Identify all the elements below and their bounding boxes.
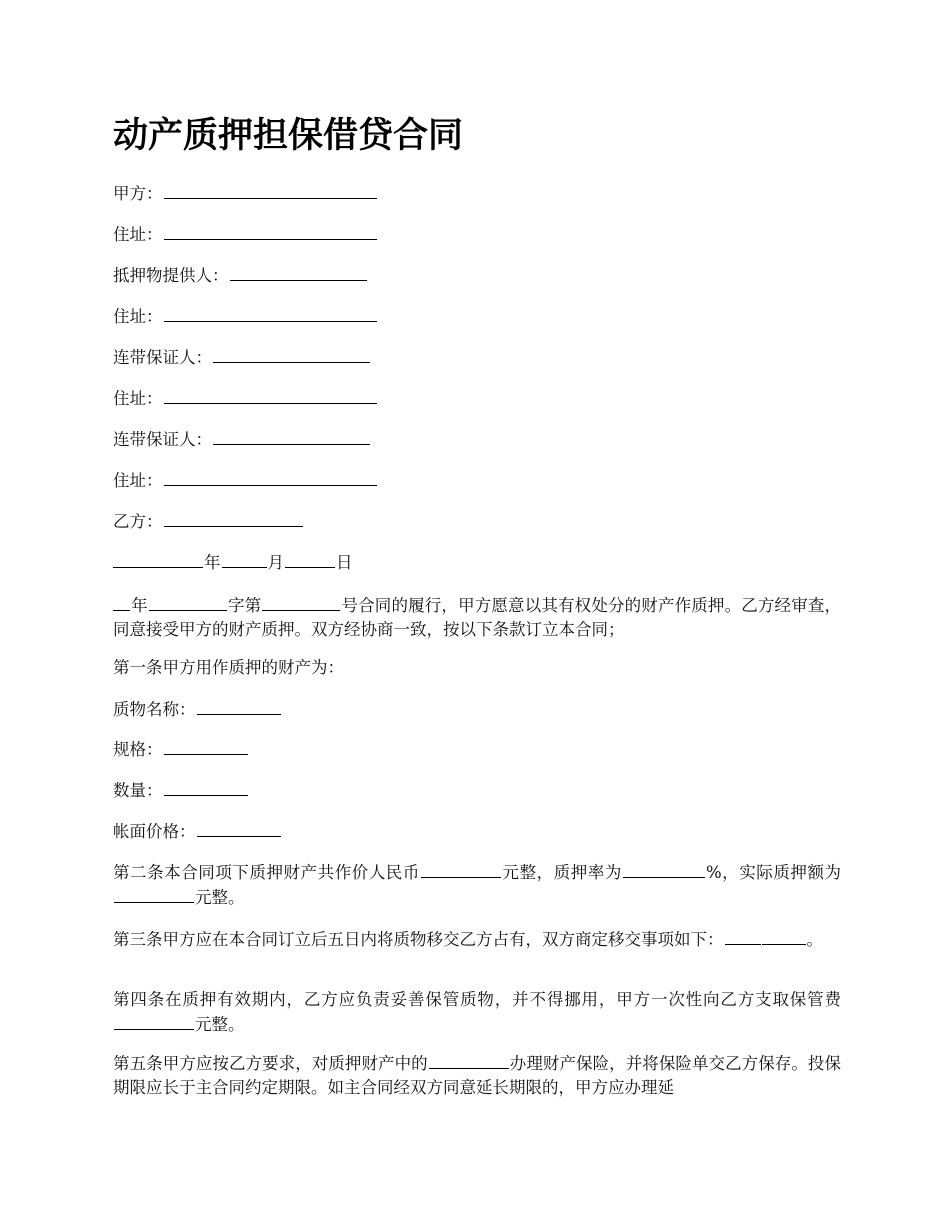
address-blank-4	[164, 468, 377, 486]
article-4	[113, 988, 841, 1037]
item-price-label: 帐面价格：	[113, 822, 196, 841]
storage-fee-blank	[114, 1012, 194, 1030]
address-blank-1	[164, 222, 377, 240]
article-5-text-1: 第五条甲方应按乙方要求，对质押财产中的	[113, 1054, 428, 1073]
address-line-3	[113, 386, 378, 411]
transfer-blank-2	[762, 927, 806, 945]
article-3	[113, 927, 841, 952]
party-a-label: 甲方：	[113, 184, 163, 203]
year-label: 年	[204, 553, 221, 572]
address-blank-2	[164, 304, 377, 322]
article-5-text-2: 办理财产保险，并将保险单交乙方保存。投保期限应长于主合同约定期限。如主合同经双方同意延长期限的，甲方应办理延	[113, 1054, 842, 1097]
month-label: 月	[267, 553, 284, 572]
intro-text-3: 号合同的履行，甲方愿意以其有权处分的财产作质押。乙方经审查，同意接受甲方的财产质押。双方经协商一致，按以下条款订立本合同；	[113, 596, 842, 639]
month-blank	[222, 550, 267, 568]
item-name-label: 质物名称：	[113, 700, 196, 719]
item-name-line	[113, 697, 282, 722]
party-a-line	[113, 181, 378, 206]
address-line-1	[113, 222, 378, 247]
address-label-3: 住址：	[113, 389, 163, 408]
intro-text-1: 年	[131, 596, 148, 615]
address-label-4: 住址：	[113, 471, 163, 490]
transfer-blank-1	[725, 927, 761, 945]
guarantor-label-1: 连带保证人：	[113, 348, 212, 367]
intro-blank-1	[113, 593, 130, 611]
item-qty-label: 数量：	[113, 781, 163, 800]
article-2-text-2: 元整，质押率为	[502, 863, 622, 882]
date-line	[113, 550, 353, 575]
item-spec-line	[113, 737, 249, 762]
address-line-2	[113, 304, 378, 329]
party-b-line	[113, 509, 304, 534]
article-2-text-4: 元整。	[195, 888, 245, 907]
party-b-blank	[164, 509, 303, 527]
address-line-4	[113, 468, 378, 493]
pledge-amount-blank	[114, 885, 194, 903]
document-title: 动产质押担保借贷合同	[113, 116, 464, 156]
item-price-line	[113, 819, 282, 844]
address-label-1: 住址：	[113, 225, 163, 244]
address-label-2: 住址：	[113, 307, 163, 326]
item-spec-label: 规格：	[113, 740, 163, 759]
guarantor-line-1	[113, 345, 371, 370]
item-spec-blank	[164, 737, 248, 755]
article-5	[113, 1051, 841, 1100]
pledgor-blank	[230, 263, 367, 281]
article-3-text-2: 。	[806, 930, 823, 949]
intro-paragraph	[113, 593, 841, 642]
address-blank-3	[164, 386, 377, 404]
day-blank	[285, 550, 335, 568]
guarantor-blank-2	[213, 427, 370, 445]
intro-blank-2	[149, 593, 227, 611]
intro-text-2: 字第	[227, 596, 262, 615]
article-4-text-1: 第四条在质押有效期内，乙方应负责妥善保管质物，并不得挪用，甲方一次性向乙方支取保管费	[113, 990, 841, 1009]
guarantor-line-2	[113, 427, 371, 452]
intro-blank-3	[262, 593, 340, 611]
item-name-blank	[197, 697, 281, 715]
guarantor-label-2: 连带保证人：	[113, 430, 212, 449]
article-1: 第一条甲方用作质押的财产为：	[113, 658, 344, 677]
article-4-text-2: 元整。	[195, 1015, 245, 1034]
valuation-blank	[421, 860, 501, 878]
year-blank	[113, 550, 203, 568]
item-qty-line	[113, 778, 249, 803]
guarantor-blank-1	[213, 345, 370, 363]
party-b-label: 乙方：	[113, 512, 163, 531]
item-qty-blank	[164, 778, 248, 796]
party-a-blank	[164, 181, 377, 199]
pledge-rate-blank	[623, 860, 705, 878]
pledgor-label: 抵押物提供人：	[113, 266, 229, 285]
article-2	[113, 860, 841, 910]
article-2-text-1: 第二条本合同项下质押财产共作价人民币	[113, 863, 420, 882]
insurance-item-blank	[429, 1051, 509, 1069]
article-2-text-3: %，实际质押额为	[705, 863, 842, 882]
pledgor-line	[113, 263, 368, 288]
day-label: 日	[336, 553, 353, 572]
item-price-blank	[197, 819, 281, 837]
article-3-text-1: 第三条甲方应在本合同订立后五日内将质物移交乙方占有，双方商定移交事项如下：	[113, 930, 724, 949]
